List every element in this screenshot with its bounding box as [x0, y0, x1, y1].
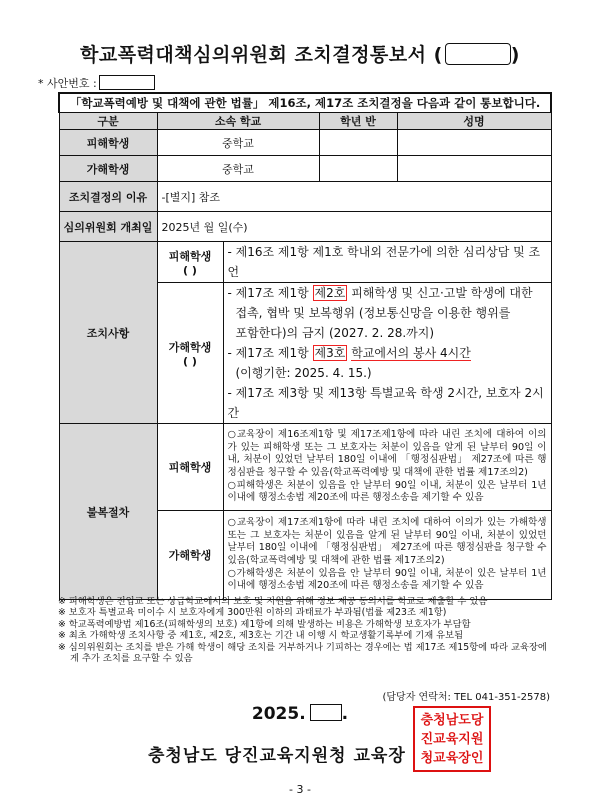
perp-measure-item-2: - 제17조 제1항 제3호 학교에서의 봉사 4시간	[227, 346, 471, 360]
note-item: ※ 심의위원회는 조치를 받은 가해 학생이 해당 조치를 거부하거나 기피하는 경우에는 법 제17조 제15항에 따라 교육장에게 추가 조치를 요구할 수 있음	[58, 641, 547, 665]
reason-value: -[별지] 참조	[157, 182, 551, 212]
title-blank-field	[445, 43, 511, 65]
date-blank-box	[310, 704, 342, 721]
reason-label: 조치결정의 이유	[59, 182, 157, 212]
meeting-label: 심의위원회 개최일	[59, 212, 157, 242]
note-item: ※ 최초 가해학생 조치사항 중 제1호, 제2호, 제3호는 기간 내 이행 시 학교생활기록부에 기재 유보됨	[58, 630, 464, 642]
victim-grade-cell	[319, 130, 397, 156]
decision-table	[58, 92, 552, 600]
item2-underline: 학교에서의 봉사 4시간	[351, 346, 471, 360]
appeal-perp-text: ○교육장이 제17조제1항에 따라 내린 조치에 대하여 이의가 있는 가해학생 또는 그 보호자는 처분이 있음을 알게 된 날부터 90일 이내, 처분이 있었던 날부터 180일 이내에 「행정심판법」 제27조에 따른 행정심판을 청구할 수 있음(학교폭력예방 및 대책에 관한 법률 제17조의2) ○가해학생은 처분이 있음을 안 날부터 90일 이내, 처분이 있은 날부터 1년 이내에 행정소송법 제20조에 따른 행정소송을 제기할 수 있음	[223, 511, 551, 600]
header-school: 소속 학교	[157, 113, 319, 130]
case-number-box	[99, 75, 155, 90]
contact-info: (담당자 연락처: TEL 041-351-2578)	[382, 692, 550, 703]
note-item: ※ 피해학생은 전입교 또는 상급학교에서의 보호 및 지원을 위해 정보 제공 동의서를 학교로 제출할 수 있음	[58, 596, 488, 607]
appeal-label: 불복절차	[59, 424, 157, 600]
note-item: ※ 보호자 특별교육 미이수 시 보호자에게 300만원 이하의 과태료가 부과됨(법률 제23조 제1항)	[58, 607, 447, 619]
perp-measure-item-3: - 제17조 제3항 및 제13항 특별교육 학생 2시간, 보호자 2시간	[227, 386, 544, 420]
page-number: - 3 -	[289, 783, 311, 796]
notice-text: 「학교폭력예방 및 대책에 관한 법률」 제16조, 제17조 조치결정을 다음과 같이 통보합니다.	[59, 93, 551, 113]
meeting-date: 2025년 월 일(수)	[157, 212, 551, 242]
notes	[58, 596, 550, 664]
measures-victim-item: - 제16조 제1항 제1호 학내외 전문가에 의한 심리상담 및 조언	[223, 242, 551, 283]
victim-school: 중학교	[157, 130, 319, 156]
document-title: 학교폭력대책심의위원회 조치결정통보서 ( )	[80, 44, 520, 66]
measures-label: 조치사항	[59, 242, 157, 424]
perp-measure-item-1: - 제17조 제1항 제2호 피해학생 및 신고·고발 학생에 대한	[227, 286, 533, 300]
victim-row-label: 피해학생	[59, 130, 157, 156]
header-name: 성명	[397, 113, 551, 130]
issue-date: 2025. .	[251, 704, 349, 724]
item1-highlight-box: 제2호	[314, 286, 346, 300]
perp-grade-cell	[319, 156, 397, 182]
note-item: ※ 학교폭력예방법 제16조(피해학생의 보호) 제1항에 의해 발생하는 비용은 가해학생 보호자가 부담함	[58, 618, 471, 630]
perp-row-label: 가해학생	[59, 156, 157, 182]
measures-victim-label: 피해학생 ( )	[157, 242, 223, 283]
item2-highlight-box: 제3호	[314, 346, 346, 360]
appeal-victim-label: 피해학생	[157, 424, 223, 511]
header-grade-class: 학년 반	[319, 113, 397, 130]
issuer-name: 충청남도 당진교육지원청 교육장	[148, 746, 406, 766]
appeal-victim-text: ○교육장이 제16조제1항 및 제17조제1항에 따라 내린 조치에 대하여 이의가 있는 피해학생 또는 그 보호자는 처분이 있음을 알게 된 날부터 90일 이내, 처분이 있었던 날부터 180일 이내에 「행정심판법」 제27조에 따른 행정심판을 청구할 수 있음(학교폭력예방 및 대책에 관한 법률 제17조의2) ○피해학생은 처분이 있음을 안 날부터 90일 이내, 처분이 있은 날부터 1년 이내에 행정소송법 제20조에 따른 행정소송을 제기할 수 있음	[223, 424, 551, 511]
victim-name-cell	[397, 130, 551, 156]
case-number: * 사안번호 :	[38, 75, 155, 91]
header-category: 구분	[59, 113, 157, 130]
official-seal: 충청남도당 진교육지원 청교육장인	[413, 706, 491, 772]
perp-name-cell	[397, 156, 551, 182]
measures-perp-items: - 제17조 제1항 제2호 피해학생 및 신고·고발 학생에 대한 접촉, 협박 및 보복행위 (정보통신망을 이용한 행위를 포함한다)의 금지 (2027. 2. 28.까지) - 제17조 제1항 제3호 학교에서의 봉사 4시간 (이행기한: 2025. 4. 15.) - 제17조 제3항 및 제13항 특별교육 학생 2시간, 보호자 2시간	[223, 283, 551, 424]
appeal-perp-label: 가해학생	[157, 511, 223, 600]
measures-perp-label: 가해학생 ( )	[157, 283, 223, 424]
perp-school: 중학교	[157, 156, 319, 182]
